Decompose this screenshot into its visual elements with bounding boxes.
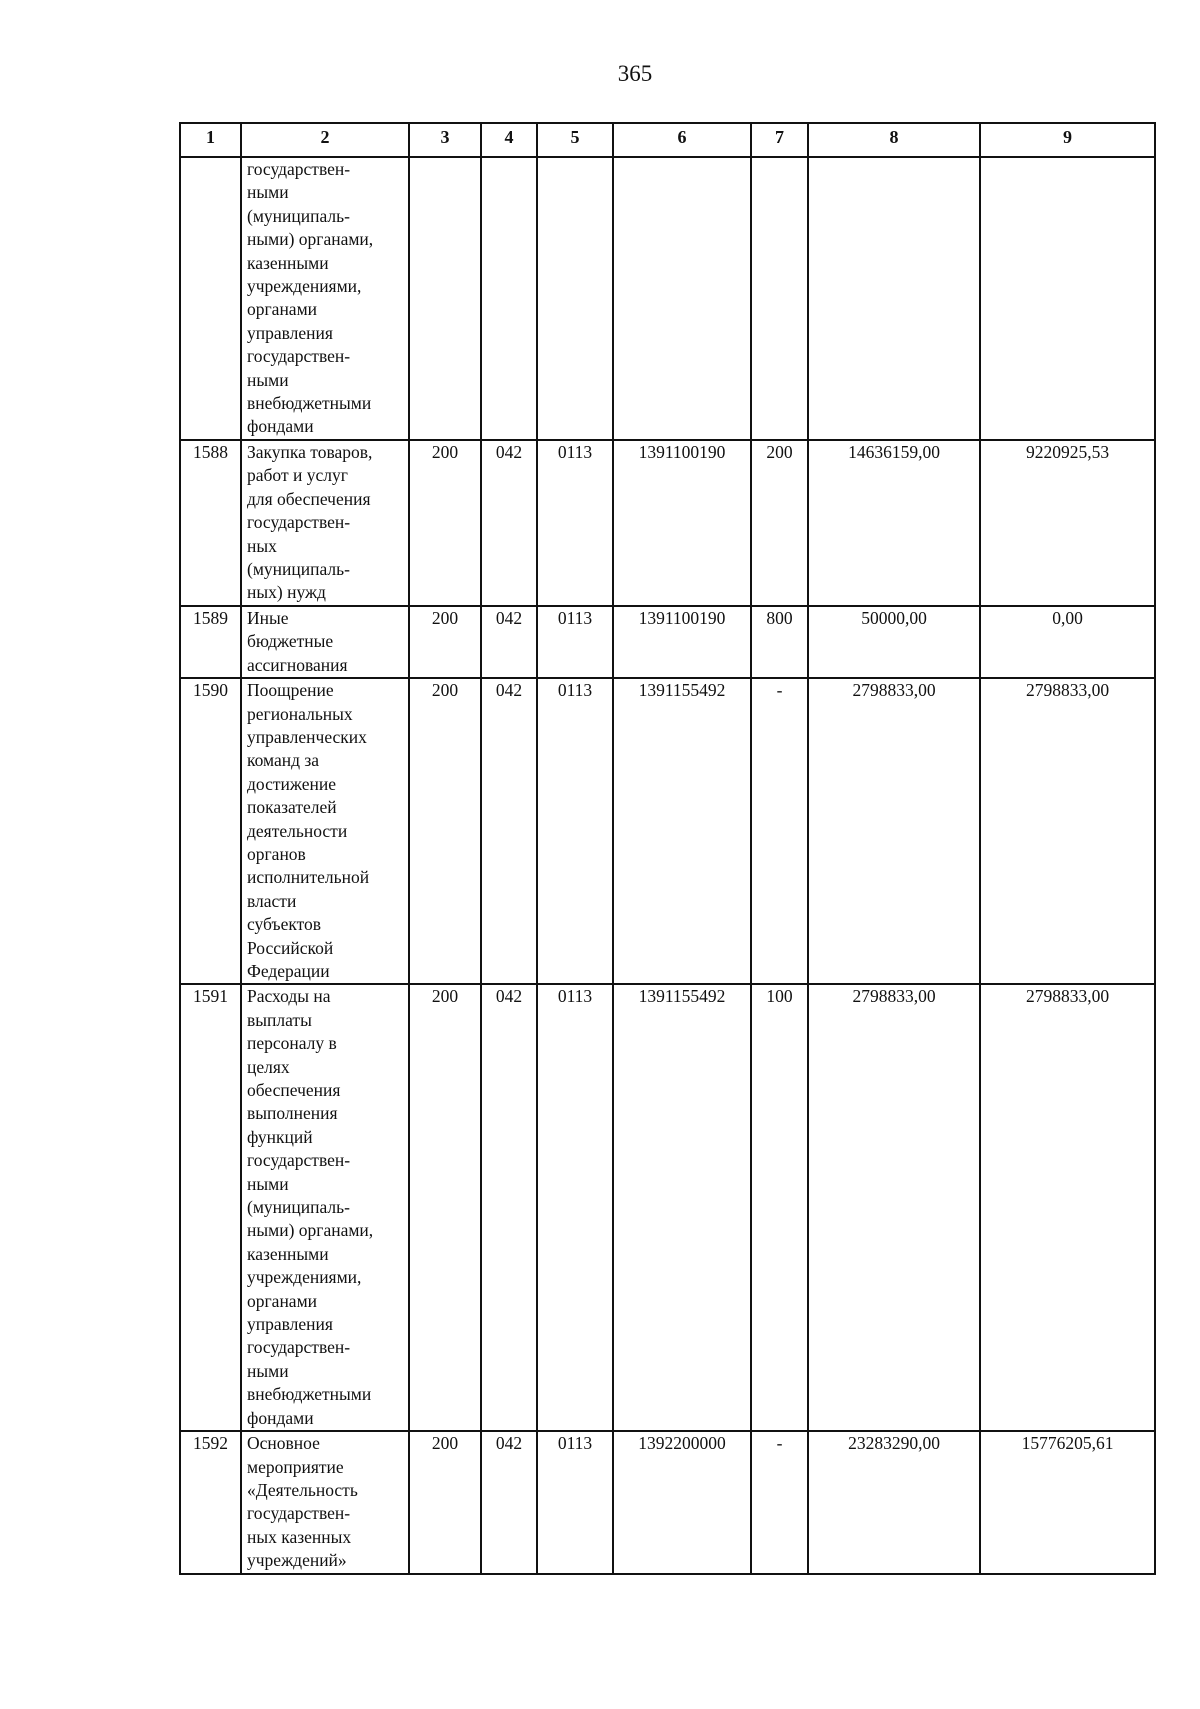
name-line: выплаты [247,1009,312,1030]
name-line: обеспечения [247,1080,341,1100]
amount-cell: 2798833,00 [808,678,980,984]
table-cell: 0113 [537,440,613,606]
name-line: Иные [247,607,289,628]
amount-cell: 2798833,00 [980,984,1155,1431]
table-cell: 042 [481,440,537,606]
table-cell: 200 [409,984,481,1431]
row-number-cell: 1589 [180,606,241,678]
name-line: ными [247,182,289,203]
name-line: региональных [247,703,353,724]
table-cell: 0113 [537,984,613,1431]
amount-cell: 14636159,00 [808,440,980,606]
name-line: государствен- [247,512,351,533]
table-cell [808,157,980,440]
header-cell-1: 1 [180,123,241,157]
table-cell: 0113 [537,678,613,984]
table-row [180,440,1155,606]
table-cell: 042 [481,678,537,984]
name-line: «Деятельность [247,1479,358,1500]
table-cell: - [751,678,808,984]
table-cell: 1391100190 [613,606,751,678]
name-line: Закупка товаров, [247,441,373,462]
name-line: государствен- [247,1503,351,1524]
name-line: органами [247,1290,318,1311]
table-cell: 0113 [537,1431,613,1573]
name-line: учреждениями, [247,276,362,297]
name-line: бюджетные [247,631,334,652]
name-line: управления [247,1314,333,1335]
name-line: фондами [247,1407,314,1428]
name-line: (муниципаль- [247,1197,350,1218]
row-name-cell [241,678,409,984]
name-line: мероприятие [247,1456,344,1477]
table-cell: 800 [751,606,808,678]
name-line: для обеспечения [247,488,371,509]
name-line: государствен- [247,346,351,367]
name-line: выполнения [247,1103,338,1124]
name-line: Поощрение [247,680,334,701]
amount-cell: 50000,00 [808,606,980,678]
header-cell-3: 3 [409,123,481,157]
name-line: показателей [247,797,337,818]
table-cell: 042 [481,606,537,678]
name-line: ных казенных [247,1526,352,1547]
name-line: Расходы на [247,986,331,1007]
table-cell: 100 [751,984,808,1431]
name-line: ными [247,369,289,390]
row-number-cell: 1590 [180,678,241,984]
table-cell [980,157,1155,440]
name-line: учреждениями, [247,1267,362,1288]
name-line: ных) нужд [247,582,326,603]
header-cell-9: 9 [980,123,1155,157]
name-line: органами [247,299,318,320]
table-cell: 200 [409,1431,481,1573]
name-line: исполнительной [247,867,370,888]
name-line: (муниципаль- [247,558,350,579]
row-number-cell [180,157,241,440]
table-cell: 0113 [537,606,613,678]
amount-cell: 15776205,61 [980,1431,1155,1573]
name-line: казенными [247,252,329,273]
table-cell: 200 [409,440,481,606]
name-line: Российской [247,937,334,958]
row-number-cell: 1592 [180,1431,241,1573]
name-line: управления [247,322,333,343]
row-name-cell [241,984,409,1431]
name-line: (муниципаль- [247,205,350,226]
row-number-cell: 1591 [180,984,241,1431]
name-line: внебюджетными [247,1384,372,1405]
name-line: ными) органами, [247,1220,374,1241]
name-line: государствен- [247,1337,351,1358]
table-cell: 1391100190 [613,440,751,606]
row-name-cell [241,157,409,440]
name-line: внебюджетными [247,393,372,414]
name-line: команд за [247,750,320,771]
table-cell: 1392200000 [613,1431,751,1573]
amount-cell: 2798833,00 [980,678,1155,984]
header-cell-6: 6 [613,123,751,157]
table-cell: 200 [751,440,808,606]
name-line: государствен- [247,1150,351,1171]
name-line: ными [247,1360,289,1381]
header-cell-8: 8 [808,123,980,157]
header-cell-5: 5 [537,123,613,157]
name-line: функций [247,1126,313,1147]
header-row [180,123,1155,157]
row-name-cell [241,1431,409,1573]
name-line: государствен- [247,159,351,179]
name-line: ных [247,535,277,556]
table-cell: 1391155492 [613,678,751,984]
name-line: казенными [247,1243,329,1264]
name-line: целях [247,1056,290,1077]
table-cell [613,157,751,440]
table-cell: 200 [409,678,481,984]
name-line: власти [247,890,297,911]
page-number: 365 [617,61,653,86]
table-cell [537,157,613,440]
table-row [180,606,1155,678]
row-name-cell [241,606,409,678]
budget-table [179,122,1156,1575]
row-number-cell: 1588 [180,440,241,606]
table-cell [481,157,537,440]
amount-cell: 23283290,00 [808,1431,980,1573]
row-name-cell [241,440,409,606]
table-cell: - [751,1431,808,1573]
name-line: субъектов [247,914,322,935]
table-cell: 042 [481,984,537,1431]
amount-cell: 9220925,53 [980,440,1155,606]
header-cell-2: 2 [241,123,409,157]
table-row [180,1431,1155,1573]
name-line: фондами [247,416,314,437]
name-line: органов [247,843,306,864]
table-cell [409,157,481,440]
name-line: Основное [247,1433,320,1454]
table-cell: 042 [481,1431,537,1573]
table-cell: 1391155492 [613,984,751,1431]
name-line: ными [247,1173,289,1194]
name-line: достижение [247,773,336,794]
name-line: ными) органами, [247,229,374,250]
header-cell-4: 4 [481,123,537,157]
table-row [180,984,1155,1431]
amount-cell: 0,00 [980,606,1155,678]
table-row [180,678,1155,984]
header-cell-7: 7 [751,123,808,157]
name-line: персоналу в [247,1033,337,1054]
name-line: Федерации [247,960,330,981]
table-cell: 200 [409,606,481,678]
name-line: ассигнования [247,654,348,675]
amount-cell: 2798833,00 [808,984,980,1431]
table-cell [751,157,808,440]
table-row-continuation [180,157,1155,440]
name-line: учреждений» [247,1550,347,1571]
name-line: управленческих [247,726,367,747]
name-line: работ и услуг [247,465,348,486]
name-line: деятельности [247,820,348,841]
